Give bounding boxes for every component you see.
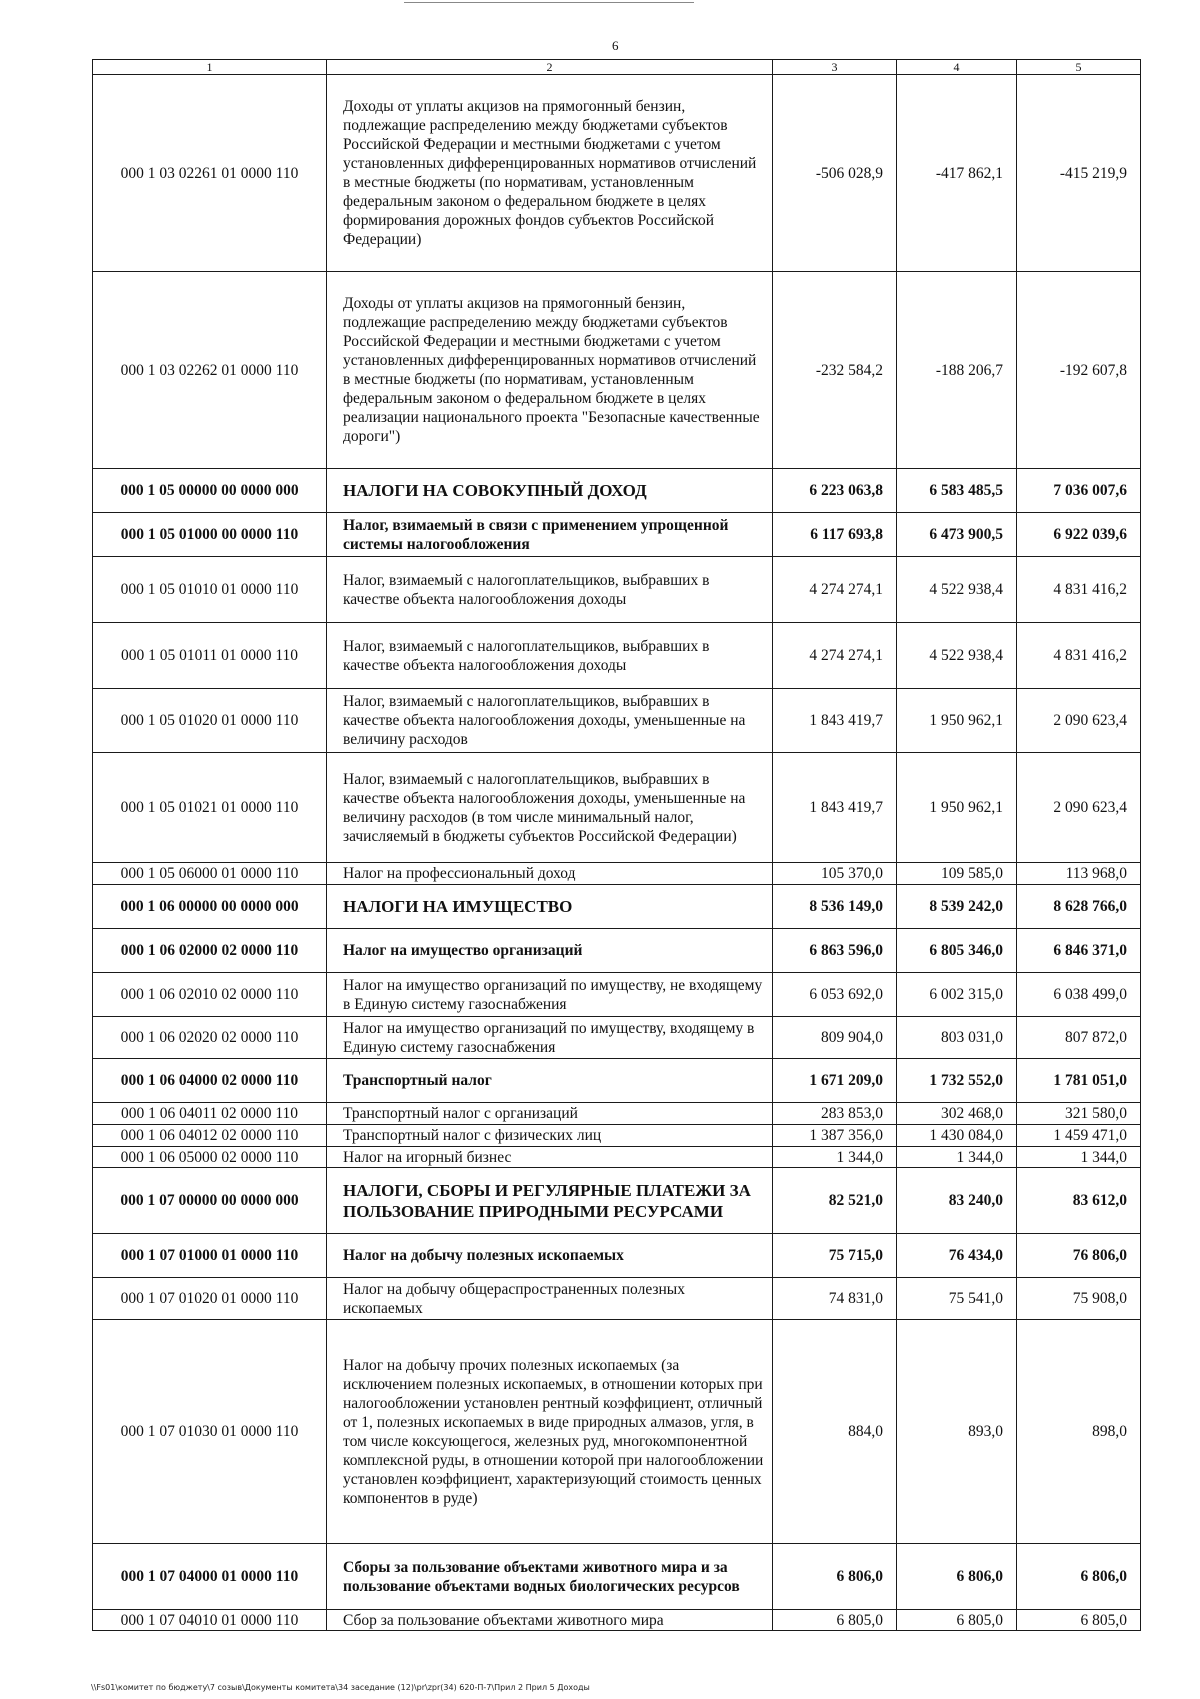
budget-code: 000 1 07 04010 01 0000 110 <box>93 1610 327 1631</box>
revenue-name: Налог, взимаемый в связи с применением упрощенной системы налогообложения <box>327 513 773 557</box>
column-header-1: 1 <box>93 60 327 75</box>
value-col-5: 83 612,0 <box>1017 1168 1141 1234</box>
value-col-3: 8 536 149,0 <box>773 885 897 929</box>
value-col-3: 1 387 356,0 <box>773 1125 897 1147</box>
budget-code: 000 1 06 04012 02 0000 110 <box>93 1125 327 1147</box>
column-header-3: 3 <box>773 60 897 75</box>
value-col-3: 6 805,0 <box>773 1610 897 1631</box>
budget-code: 000 1 06 02010 02 0000 110 <box>93 973 327 1017</box>
value-col-5: 4 831 416,2 <box>1017 623 1141 689</box>
value-col-4: 6 806,0 <box>897 1544 1017 1610</box>
table-row <box>93 272 1141 469</box>
column-header-2: 2 <box>327 60 773 75</box>
value-col-4: 6 473 900,5 <box>897 513 1017 557</box>
file-path-footer: \\Fs01\комитет по бюджету\7 созыв\Документы комитета\34 заседание (12)\pr\zpr(34) 620-П-7\Прил 2 Прил 5 Доходы <box>91 1683 590 1692</box>
value-col-3: 82 521,0 <box>773 1168 897 1234</box>
value-col-4: 803 031,0 <box>897 1017 1017 1059</box>
value-col-5: 6 846 371,0 <box>1017 929 1141 973</box>
revenue-name: Налог, взимаемый с налогоплательщиков, выбравших в качестве объекта налогообложения доходы, уменьшенные на величину расходов <box>327 689 773 753</box>
table-row <box>93 1544 1141 1610</box>
value-col-3: 75 715,0 <box>773 1234 897 1278</box>
value-col-5: 4 831 416,2 <box>1017 557 1141 623</box>
budget-code: 000 1 05 06000 01 0000 110 <box>93 863 327 885</box>
value-col-5: 7 036 007,6 <box>1017 469 1141 513</box>
table-row <box>93 1320 1141 1544</box>
value-col-5: 2 090 623,4 <box>1017 689 1141 753</box>
value-col-4: 6 002 315,0 <box>897 973 1017 1017</box>
value-col-3: -506 028,9 <box>773 75 897 272</box>
revenue-name: Сборы за пользование объектами животного мира и за пользование объектами водных биологических ресурсов <box>327 1544 773 1610</box>
budget-code: 000 1 06 02020 02 0000 110 <box>93 1017 327 1059</box>
table-row <box>93 1278 1141 1320</box>
value-col-4: 6 805,0 <box>897 1610 1017 1631</box>
value-col-3: 6 117 693,8 <box>773 513 897 557</box>
revenue-name: Налог, взимаемый с налогоплательщиков, выбравших в качестве объекта налогообложения доходы <box>327 623 773 689</box>
value-col-5: 113 968,0 <box>1017 863 1141 885</box>
table-row <box>93 557 1141 623</box>
table-row <box>93 1103 1141 1125</box>
column-header-4: 4 <box>897 60 1017 75</box>
budget-code: 000 1 07 01020 01 0000 110 <box>93 1278 327 1320</box>
table-row <box>93 1125 1141 1147</box>
value-col-4: 8 539 242,0 <box>897 885 1017 929</box>
value-col-4: 1 430 084,0 <box>897 1125 1017 1147</box>
value-col-3: 6 053 692,0 <box>773 973 897 1017</box>
value-col-4: 1 950 962,1 <box>897 753 1017 863</box>
revenue-name: Налог на имущество организаций <box>327 929 773 973</box>
value-col-5: 1 781 051,0 <box>1017 1059 1141 1103</box>
value-col-4: 6 583 485,5 <box>897 469 1017 513</box>
budget-code: 000 1 06 04011 02 0000 110 <box>93 1103 327 1125</box>
budget-code: 000 1 05 01020 01 0000 110 <box>93 689 327 753</box>
value-col-3: 884,0 <box>773 1320 897 1544</box>
budget-code: 000 1 05 01011 01 0000 110 <box>93 623 327 689</box>
table-row <box>93 863 1141 885</box>
revenue-name: Доходы от уплаты акцизов на прямогонный бензин, подлежащие распределению между бюджетами субъектов Российской Федерации и местными бюджетами с учетом установленных дифференцированных нормативов отчислений в местные бюджеты (по нормативам, установленным федеральным законом о федеральном бюджете в целях реализации национального проекта "Безопасные качественные дороги") <box>327 272 773 469</box>
revenue-name: Налог, взимаемый с налогоплательщиков, выбравших в качестве объекта налогообложения доходы, уменьшенные на величину расходов (в том числе минимальный налог, зачисляемый в бюджеты субъектов Российской Федерации) <box>327 753 773 863</box>
page-number: 6 <box>612 38 619 53</box>
revenue-name: Сбор за пользование объектами животного мира <box>327 1610 773 1631</box>
value-col-5: 6 806,0 <box>1017 1544 1141 1610</box>
value-col-3: 1 671 209,0 <box>773 1059 897 1103</box>
budget-code: 000 1 07 04000 01 0000 110 <box>93 1544 327 1610</box>
value-col-5: 75 908,0 <box>1017 1278 1141 1320</box>
budget-code: 000 1 07 01030 01 0000 110 <box>93 1320 327 1544</box>
value-col-3: 6 223 063,8 <box>773 469 897 513</box>
budget-code: 000 1 06 05000 02 0000 110 <box>93 1147 327 1168</box>
value-col-3: 6 806,0 <box>773 1544 897 1610</box>
revenue-name: Транспортный налог <box>327 1059 773 1103</box>
budget-code: 000 1 06 04000 02 0000 110 <box>93 1059 327 1103</box>
value-col-4: 76 434,0 <box>897 1234 1017 1278</box>
budget-code: 000 1 03 02261 01 0000 110 <box>93 75 327 272</box>
table-row <box>93 1017 1141 1059</box>
table-row <box>93 689 1141 753</box>
revenue-table <box>92 59 1141 1631</box>
value-col-3: 6 863 596,0 <box>773 929 897 973</box>
value-col-4: 4 522 938,4 <box>897 557 1017 623</box>
budget-code: 000 1 07 00000 00 0000 000 <box>93 1168 327 1234</box>
table-row <box>93 1234 1141 1278</box>
value-col-4: -417 862,1 <box>897 75 1017 272</box>
value-col-5: 6 805,0 <box>1017 1610 1141 1631</box>
budget-code: 000 1 03 02262 01 0000 110 <box>93 272 327 469</box>
budget-code: 000 1 05 01010 01 0000 110 <box>93 557 327 623</box>
value-col-4: 1 950 962,1 <box>897 689 1017 753</box>
value-col-3: 74 831,0 <box>773 1278 897 1320</box>
revenue-name: НАЛОГИ, СБОРЫ И РЕГУЛЯРНЫЕ ПЛАТЕЖИ ЗА ПОЛЬЗОВАНИЕ ПРИРОДНЫМИ РЕСУРСАМИ <box>327 1168 773 1234</box>
table-row <box>93 513 1141 557</box>
table-row <box>93 929 1141 973</box>
value-col-3: 1 344,0 <box>773 1147 897 1168</box>
table-row <box>93 1168 1141 1234</box>
table-row <box>93 1147 1141 1168</box>
value-col-4: 1 732 552,0 <box>897 1059 1017 1103</box>
value-col-4: 893,0 <box>897 1320 1017 1544</box>
value-col-4: 75 541,0 <box>897 1278 1017 1320</box>
value-col-4: 83 240,0 <box>897 1168 1017 1234</box>
revenue-name: Транспортный налог с организаций <box>327 1103 773 1125</box>
value-col-5: 1 459 471,0 <box>1017 1125 1141 1147</box>
revenue-name: Налог на имущество организаций по имуществу, входящему в Единую систему газоснабжения <box>327 1017 773 1059</box>
value-col-4: 1 344,0 <box>897 1147 1017 1168</box>
revenue-name: НАЛОГИ НА СОВОКУПНЫЙ ДОХОД <box>327 469 773 513</box>
value-col-5: -192 607,8 <box>1017 272 1141 469</box>
revenue-name: Транспортный налог с физических лиц <box>327 1125 773 1147</box>
table-row <box>93 75 1141 272</box>
revenue-name: Налог, взимаемый с налогоплательщиков, выбравших в качестве объекта налогообложения доходы <box>327 557 773 623</box>
revenue-name: Налог на добычу общераспространенных полезных ископаемых <box>327 1278 773 1320</box>
budget-code: 000 1 05 01021 01 0000 110 <box>93 753 327 863</box>
revenue-name: Доходы от уплаты акцизов на прямогонный бензин, подлежащие распределению между бюджетами субъектов Российской Федерации и местными бюджетами с учетом установленных дифференцированных нормативов отчислений в местные бюджеты (по нормативам, установленным федеральным законом о федеральном бюджете в целях формирования дорожных фондов субъектов Российской Федерации) <box>327 75 773 272</box>
top-edge-line <box>404 2 694 3</box>
value-col-3: 105 370,0 <box>773 863 897 885</box>
value-col-5: 8 628 766,0 <box>1017 885 1141 929</box>
revenue-name: Налог на профессиональный доход <box>327 863 773 885</box>
revenue-name: НАЛОГИ НА ИМУЩЕСТВО <box>327 885 773 929</box>
budget-code: 000 1 07 01000 01 0000 110 <box>93 1234 327 1278</box>
value-col-4: 6 805 346,0 <box>897 929 1017 973</box>
revenue-name: Налог на добычу полезных ископаемых <box>327 1234 773 1278</box>
table-row <box>93 885 1141 929</box>
column-header-5: 5 <box>1017 60 1141 75</box>
value-col-5: 6 922 039,6 <box>1017 513 1141 557</box>
value-col-5: 321 580,0 <box>1017 1103 1141 1125</box>
value-col-3: 283 853,0 <box>773 1103 897 1125</box>
value-col-3: 4 274 274,1 <box>773 623 897 689</box>
budget-code: 000 1 05 00000 00 0000 000 <box>93 469 327 513</box>
budget-code: 000 1 06 00000 00 0000 000 <box>93 885 327 929</box>
value-col-3: 809 904,0 <box>773 1017 897 1059</box>
table-row <box>93 973 1141 1017</box>
value-col-3: -232 584,2 <box>773 272 897 469</box>
budget-code: 000 1 06 02000 02 0000 110 <box>93 929 327 973</box>
column-number-row <box>93 60 1141 75</box>
table-row <box>93 1059 1141 1103</box>
value-col-5: -415 219,9 <box>1017 75 1141 272</box>
value-col-4: 302 468,0 <box>897 1103 1017 1125</box>
value-col-5: 807 872,0 <box>1017 1017 1141 1059</box>
table-row <box>93 623 1141 689</box>
value-col-4: 109 585,0 <box>897 863 1017 885</box>
value-col-3: 1 843 419,7 <box>773 689 897 753</box>
value-col-3: 1 843 419,7 <box>773 753 897 863</box>
value-col-4: 4 522 938,4 <box>897 623 1017 689</box>
table-row <box>93 1610 1141 1631</box>
value-col-5: 6 038 499,0 <box>1017 973 1141 1017</box>
budget-code: 000 1 05 01000 00 0000 110 <box>93 513 327 557</box>
revenue-name: Налог на добычу прочих полезных ископаемых (за исключением полезных ископаемых, в отношении которых при налогообложении установлен рентный коэффициент, отличный от 1, полезных ископаемых в виде природных алмазов, угля, в том числе коксующегося, железных руд, многокомпонентной комплексной руды, в отношении которой при налогообложении установлен коэффициент, характеризующий стоимость ценных компонентов в руде) <box>327 1320 773 1544</box>
table-row <box>93 753 1141 863</box>
value-col-5: 2 090 623,4 <box>1017 753 1141 863</box>
value-col-5: 1 344,0 <box>1017 1147 1141 1168</box>
value-col-4: -188 206,7 <box>897 272 1017 469</box>
revenue-name: Налог на игорный бизнес <box>327 1147 773 1168</box>
table-row <box>93 469 1141 513</box>
revenue-name: Налог на имущество организаций по имуществу, не входящему в Единую систему газоснабжения <box>327 973 773 1017</box>
value-col-3: 4 274 274,1 <box>773 557 897 623</box>
value-col-5: 76 806,0 <box>1017 1234 1141 1278</box>
value-col-5: 898,0 <box>1017 1320 1141 1544</box>
revenue-table-container <box>92 59 1140 1631</box>
